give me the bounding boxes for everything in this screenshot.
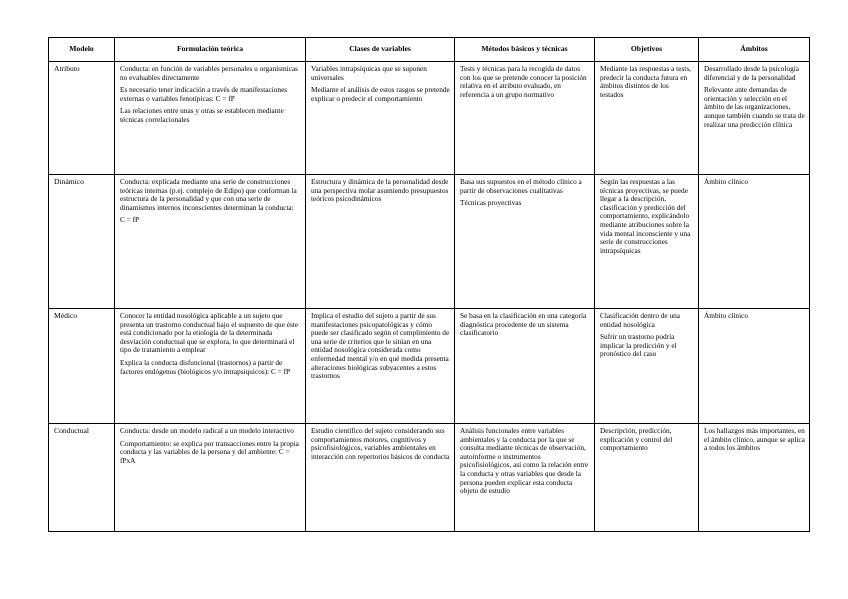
cell-paragraph: Implica el estudio del sujeto a partir de sus manifestaciones psicopatológicas y cómo puede ser clasificado según el cumplimiento de una serie de criterios que le sitúan en una entidad nosológica considerada como enfermedad mental y/o en qué medida presenta alteraciones biológicas subyacentes a estos trastornos (311, 311, 450, 381)
metodos-cell (455, 309, 595, 424)
cell-paragraph: Según las respuestas a las técnicas proyectivas, se puede llegar a la descripción, clasificación y predicción del comportamiento, explicándolo mediante atribuciones sobre la vida mental inconsciente y una serie de construcciones intrapsíquicas (600, 177, 691, 255)
metodos-cell (455, 424, 595, 532)
formulacion-cell (115, 309, 306, 424)
header-metodos: Métodos básicos y técnicas (455, 38, 595, 62)
objetivos-cell (595, 175, 699, 309)
model-cell: Médico (49, 309, 115, 424)
cell-paragraph: Variables intrapsíquicas que se suponen universales (311, 64, 427, 82)
table-row (49, 309, 810, 424)
formulacion-cell (115, 62, 306, 175)
metodos-cell (455, 175, 595, 309)
cell-paragraph: Relevante ante demandas de orientación y selección en el ámbito de las organizaciones, aunque también cuando se trata de realizar una predicción clínica (704, 85, 805, 129)
cell-paragraph: Es necesario tener indicación a través de manifestaciones externas o variables fenotípicas: C = fP (120, 85, 288, 103)
cell-paragraph: Las relaciones entre unas y otras se establecen mediante técnicas correlacionales (120, 106, 284, 124)
cell-paragraph: Mediante las respuestas a tests, predecir la conducta futura en ámbitos distintos de los testados (600, 64, 691, 99)
table-row (49, 424, 810, 532)
cell-paragraph: Comportamiento: se explica por transacciones entre la propia conducta y las variables de la persona y del ambiente: C = fPxA (120, 438, 299, 465)
clases-cell (306, 62, 455, 175)
cell-paragraph: Conocer la entidad nosológica aplicable a un sujeto que presenta un trastorno conductual bajo el supuesto de que éste está condicionado por la etiología de la determinada desviación conductual que se explora, lo que determinará el tipo de tratamiento a emplear (120, 311, 299, 355)
ambitos-cell (699, 175, 810, 309)
cell-paragraph: Estructura y dinámica de la personalidad desde una perspectiva molar asumiendo presupuestos teóricos psicodinámicos (311, 177, 449, 204)
ambitos-cell (699, 309, 810, 424)
model-cell: Conductual (49, 424, 115, 532)
cell-paragraph: Sufrir un trastorno podría implicar la predicción y el pronóstico del caso (600, 332, 677, 359)
table-row (49, 175, 810, 309)
model-cell: Dinámico (49, 175, 115, 309)
formulacion-cell (115, 175, 306, 309)
ambitos-cell (699, 62, 810, 175)
cell-paragraph: Mediante el análisis de estos rasgos se pretende explicar o predecir el comportamiento (311, 85, 450, 103)
header-clases: Clases de variables (306, 38, 455, 62)
cell-paragraph: Desarrollado desde la psicología diferencial y de la personalidad (704, 64, 800, 82)
formulacion-cell (115, 424, 306, 532)
cell-paragraph: Conducta: desde un modelo radical a un modelo interactivo (120, 426, 294, 435)
cell-paragraph: Conducta: en función de variables personales u organísmicas no evaluables directamente (120, 64, 298, 82)
model-cell: Atributo (49, 62, 115, 175)
objetivos-cell (595, 309, 699, 424)
header-objetivos: Objetivos (595, 38, 699, 62)
header-formulacion: Formulación teórica (115, 38, 306, 62)
models-table (48, 37, 810, 532)
ambitos-cell (699, 424, 810, 532)
clases-cell (306, 424, 455, 532)
cell-paragraph: Se basa en la clasificación en una categoría diagnóstica procedente de un sistema clasificatorio (460, 311, 587, 338)
table-row (49, 62, 810, 175)
header-ambitos: Ámbitos (699, 38, 810, 62)
cell-paragraph: Técnicas proyectivas (460, 198, 522, 208)
objetivos-cell (595, 424, 699, 532)
cell-paragraph: Explica la conducta disfuncional (trastornos) a partir de factores endógenos (biológicos y/o intrapsíquicos): C = fP (120, 357, 291, 376)
cell-paragraph: Análisis funcionales entre variables ambientales y la conducta por la que se consulta mediante técnicas de observación, autoinforme o instrumentos psicofisiológicos, así como la relación entre la conducta y otras variables que desde la persona pueden explicar esta conducta objeto de estudio (460, 426, 589, 496)
cell-paragraph: Basa sus supuestos en el método clínico a partir de observaciones cualitativas (460, 177, 582, 195)
cell-paragraph: Estudio científico del sujeto considerando sus comportamientos motores, cognitivos y psicofisiológicos, variables ambientales en interacción con repertorios básicos de conducta (311, 426, 450, 461)
metodos-cell (455, 62, 595, 175)
cell-paragraph: Descripción, predicción, explicación y control del comportamiento (600, 426, 673, 453)
cell-paragraph: Clasificación dentro de una entidad nosológica (600, 311, 681, 329)
cell-paragraph: Conducta: explicada mediante una serie de construcciones teóricas internas (p.ej. complejo de Edipo) que conforman la estructura de la personalidad y que con una serie de dinamismos internos inconscientes determinan la conducta: (120, 177, 297, 212)
objetivos-cell (595, 62, 699, 175)
header-row (49, 38, 810, 62)
cell-paragraph: Ámbito clínico (704, 177, 748, 186)
cell-paragraph: C = fP (120, 215, 140, 225)
cell-paragraph: Tests y técnicas para la recogida de datos con los que se pretende conocer la posición relativa en el atributo evaluado, en referencia a un grupo normativo (460, 64, 587, 99)
cell-paragraph: Ámbito clínico (704, 311, 748, 320)
cell-paragraph: Los hallazgos más importantes, en el ámbito clínico, aunque se aplica a todos los ámbitos (704, 426, 805, 453)
clases-cell (306, 175, 455, 309)
clases-cell (306, 309, 455, 424)
header-modelo: Modelo (49, 38, 115, 62)
